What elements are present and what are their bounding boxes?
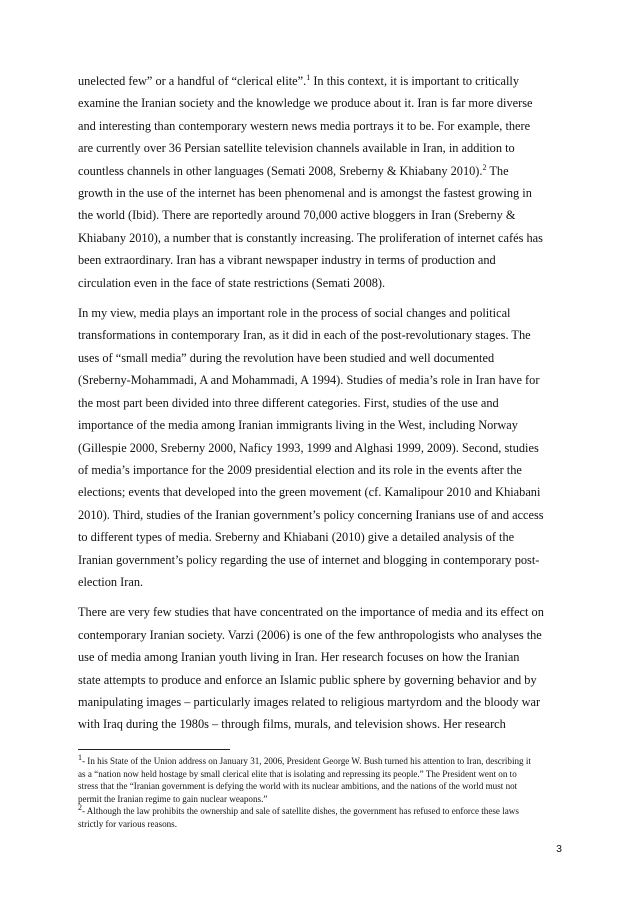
text-line [78,160,561,182]
footnote-marker: 2 [78,803,82,813]
footnote-reference-2[interactable]: 2 [482,162,487,172]
text-segment: In this context, it is important to critically [310,74,520,88]
text-line: election Iran. [78,574,144,589]
footnote-reference-1[interactable]: 1 [306,72,311,82]
paragraph-2 [78,302,561,593]
footnote-line: as a “nation now held hostage by small clerical elite that is isolating and repressing its people.” The President went on to [78,768,517,779]
text-line: growth in the use of the internet has been phenomenal and is amongst the fastest growing in [78,186,532,201]
text-line: with Iraq during the 1980s – through films, murals, and television shows. Her research [78,717,506,732]
text-line: (Gillespie 2000, Sreberny 2000, Naficy 1993, 1999 and Alghasi 1999, 2009). Second, studies [78,440,539,455]
footnote-separator [78,749,230,750]
paragraph-3 [78,601,561,735]
text-line: examine the Iranian society and the knowledge we produce about it. Iran is far more diverse [78,96,533,111]
text-line: the world (Ibid). There are reportedly around 70,000 active bloggers in Iran (Sreberny & [78,208,516,223]
body-text [78,70,561,744]
footnote-1 [78,752,563,805]
text-segment: countless channels in other languages (Semati 2008, Sreberny & Khiabany 2010). [78,163,483,178]
text-line: of media’s importance for the 2009 presidential election and its role in the events after the [78,462,522,477]
paragraph-1 [78,70,561,294]
text-line: manipulating images – particularly images related to religious martyrdom and the bloody war [78,694,541,709]
text-line: uses of “small media” during the revolution have been studied and well documented [78,350,495,365]
page-number: 3 [556,843,562,855]
text-line: (Sreberny-Mohammadi, A and Mohammadi, A 1994). Studies of media’s role in Iran have for [78,373,540,388]
text-line: In my view, media plays an important role in the process of social changes and political [78,306,511,321]
text-segment: The [486,163,509,178]
text-line: to different types of media. Sreberny and Khiabani (2010) give a detailed analysis of the [78,530,515,545]
footnote-line [78,805,563,818]
text-line: state attempts to produce and enforce an Islamic public sphere by governing behavior and by [78,672,537,687]
footnote-line: strictly for various reasons. [78,818,177,829]
text-line: elections; events that developed into the green movement (cf. Kamalipour 2010 and Khiabani [78,485,541,500]
text-line: and interesting than contemporary western news media portrays it to be. For example, there [78,118,531,133]
text-line [78,70,561,92]
text-line: importance of the media among Iranian immigrants living in the West, including Norway [78,418,518,433]
text-line: transformations in contemporary Iran, as it did in each of the post-revolutionary stages. The [78,328,531,343]
footnote-line: permit the Iranian regime to gain nuclear weapons.” [78,793,268,804]
text-line: contemporary Iranian society. Varzi (2006) is one of the few anthropologists who analyses the [78,627,542,642]
text-line: Khiabany 2010), a number that is constantly increasing. The proliferation of internet cafés has [78,230,543,245]
footnote-line: stress that the “Iranian government is defying the world with its nuclear ambitions, and the nations of the world must not [78,781,518,792]
text-line: 2010). Third, studies of the Iranian government’s policy concerning Iranians use of and access [78,507,544,522]
text-segment: unelected few” or a handful of “clerical elite”. [78,74,307,88]
text-line: Iranian government’s policy regarding the use of internet and blogging in contemporary post- [78,552,540,567]
text-line: There are very few studies that have concentrated on the importance of media and its effect on [78,605,544,620]
footnote-line [78,752,563,768]
footnote-marker: 1 [78,752,82,762]
text-segment: - Although the law prohibits the ownership and sale of satellite dishes, the government has refused to enforce these laws [82,806,519,817]
text-line: the most part been divided into three different categories. First, studies of the use and [78,395,499,410]
text-line: are currently over 36 Persian satellite television channels available in Iran, in addition to [78,141,515,156]
footnotes [78,752,563,831]
footnote-2 [78,805,563,830]
text-segment: - In his State of the Union address on January 31, 2006, President George W. Bush turned his attention to Iran, describing it [82,756,531,766]
text-line: circulation even in the face of state restrictions (Semati 2008). [78,275,386,290]
text-line: been extraordinary. Iran has a vibrant newspaper industry in terms of production and [78,253,496,268]
text-line: use of media among Iranian youth living in Iran. Her research focuses on how the Iranian [78,650,520,665]
